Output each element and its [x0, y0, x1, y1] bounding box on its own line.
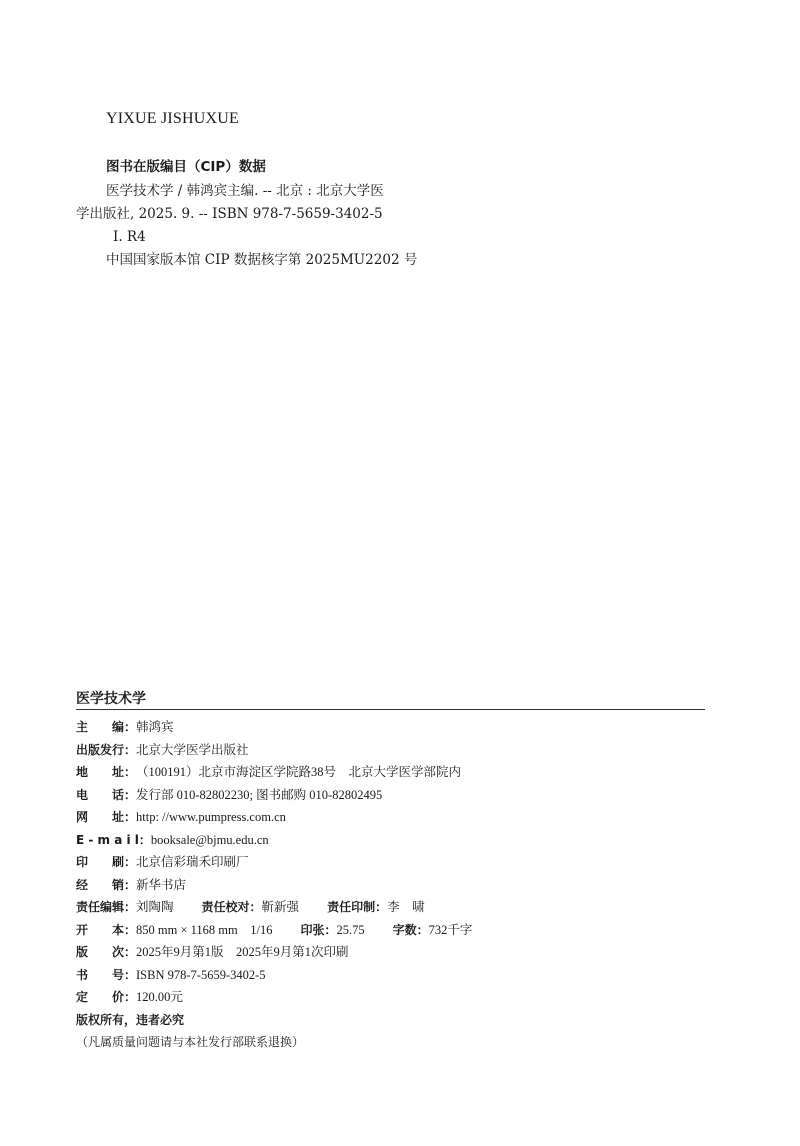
pinyin-title: YIXUE JISHUXUE	[106, 110, 240, 127]
website-value: http: //www.pumpress.com.cn	[136, 810, 286, 824]
format-value: 850 mm × 1168 mm 1/16	[136, 922, 273, 937]
info-row-format	[76, 919, 716, 942]
copyright-notice: 版权所有，违者必究	[76, 1012, 185, 1027]
publication-info	[76, 716, 716, 1054]
info-row-publisher	[76, 739, 716, 762]
printer-value: 北京信彩瑞禾印刷厂	[136, 855, 249, 869]
cip-heading: 图书在版编目（CIP）数据	[106, 159, 266, 175]
editor-label: 主 编：	[76, 720, 137, 734]
editor-value: 韩鸿宾	[136, 720, 174, 734]
publisher-label: 出版发行：	[76, 742, 137, 757]
distributor-value: 新华书店	[136, 877, 187, 892]
printer-label: 印 刷：	[76, 855, 137, 869]
return-notice: （凡属质量问题请与本社发行部联系退换）	[76, 1035, 305, 1049]
website-label: 网 址：	[76, 810, 137, 824]
print-supervisor-label: 责任印制：	[327, 900, 388, 914]
publisher-value: 北京大学医学出版社	[136, 742, 249, 757]
word-count-label: 字数：	[392, 922, 429, 937]
address-label: 地 址：	[76, 765, 137, 779]
divider	[76, 709, 705, 710]
isbn-value: ISBN 978-7-5659-3402-5	[136, 967, 266, 982]
book-title: 医学技术学	[76, 691, 146, 707]
distributor-label: 经 销：	[76, 877, 137, 892]
return-notice-row	[76, 1031, 716, 1054]
price-label: 定 价：	[76, 990, 137, 1004]
cip-line-1: 医学技术学 / 韩鸿宾主编. -- 北京 : 北京大学医	[106, 183, 384, 199]
cip-line-4: 中国国家版本馆 CIP 数据核字第 2025MU2202 号	[106, 252, 418, 268]
email-label: E - m a i l：	[76, 832, 151, 847]
phone-label: 电 话：	[76, 787, 137, 802]
info-row-phone	[76, 784, 716, 807]
format-label: 开 本：	[76, 922, 137, 937]
proofreader-value: 靳新强	[261, 900, 300, 914]
responsible-editor-value: 刘陶陶	[136, 900, 174, 914]
address-value: （100191）北京市海淀区学院路38号 北京大学医学部院内	[136, 765, 462, 779]
responsible-editor-label: 责任编辑：	[76, 900, 137, 914]
phone-value: 发行部 010-82802230; 图书邮购 010-82802495	[136, 787, 383, 802]
cip-line-3: Ⅰ. R4	[113, 229, 146, 245]
info-row-edition	[76, 941, 716, 964]
info-row-printer	[76, 851, 716, 874]
info-row-price	[76, 986, 716, 1009]
info-row-responsibility	[76, 896, 716, 919]
info-row-isbn	[76, 964, 716, 987]
print-supervisor-value: 李 啸	[387, 900, 425, 914]
sheets-value: 25.75	[336, 922, 365, 937]
email-value: booksale@bjmu.edu.cn	[150, 832, 269, 847]
info-row-address	[76, 761, 716, 784]
cip-line-2: 学出版社, 2025. 9. -- ISBN 978-7-5659-3402-5	[76, 206, 383, 222]
copyright-row	[76, 1009, 716, 1032]
sheets-label: 印张：	[300, 922, 337, 937]
isbn-label: 书 号：	[76, 967, 137, 982]
edition-label: 版 次：	[76, 945, 137, 959]
edition-value: 2025年9月第1版 2025年9月第1次印刷	[136, 945, 349, 959]
word-count-value: 732千字	[428, 922, 473, 937]
price-value: 120.00元	[136, 990, 183, 1004]
info-row-website	[76, 806, 716, 829]
info-row-email	[76, 829, 716, 852]
info-row-distributor	[76, 874, 716, 897]
info-row-editor	[76, 716, 716, 739]
proofreader-label: 责任校对：	[201, 900, 262, 914]
